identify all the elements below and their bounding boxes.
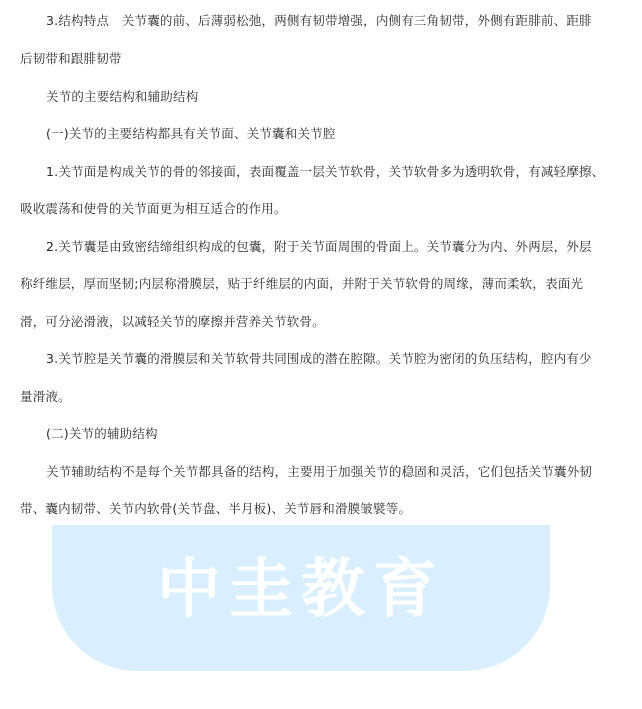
text-line-9: 滑，可分泌滑液，以减轻关节的摩擦并营养关节软骨。 (20, 314, 325, 329)
watermark-text: 中圭教育 (157, 553, 445, 627)
text-line-8: 称纤维层，厚而坚韧;内层称滑膜层，贴于纤维层的内面，并附于关节软骨的周缘，薄而柔软，表面光 (20, 276, 584, 291)
text-line-14: 带、囊内韧带、关节内软骨(关节盘、半月板)、关节唇和滑膜皱襞等。 (20, 501, 412, 516)
subsection-heading-2: (二)关节的辅助结构 (46, 426, 158, 441)
section-heading: 关节的主要结构和辅助结构 (46, 89, 199, 104)
subsection-heading-1: (一)关节的主要结构都具有关节面、关节囊和关节腔 (46, 126, 336, 141)
text-line-6: 吸收震荡和使骨的关节面更为相互适合的作用。 (20, 201, 287, 216)
text-line-7: 2.关节囊是由致密结缔组织构成的包囊，附于关节面周围的骨面上。关节囊分为内、外两层，外层 (46, 239, 592, 254)
watermark-logo (52, 525, 550, 671)
text-line-2: 后韧带和跟腓韧带 (20, 51, 122, 66)
text-line-13: 关节辅助结构不是每个关节都具备的结构，主要用于加强关节的稳固和灵活，它们包括关节囊外韧 (46, 464, 593, 479)
text-line-1: 3.结构特点 关节囊的前、后薄弱松弛，两侧有韧带增强，内侧有三角韧带，外侧有距腓前、距腓 (46, 13, 592, 28)
text-line-10: 3.关节腔是关节囊的滑膜层和关节软骨共同围成的潜在腔隙。关节腔为密闭的负压结构，腔内有少 (46, 351, 592, 366)
text-line-11: 量滑液。 (20, 389, 71, 404)
text-line-5: 1.关节面是构成关节的骨的邻接面，表面覆盖一层关节软骨，关节软骨多为透明软骨，有减轻摩擦、 (46, 164, 605, 179)
